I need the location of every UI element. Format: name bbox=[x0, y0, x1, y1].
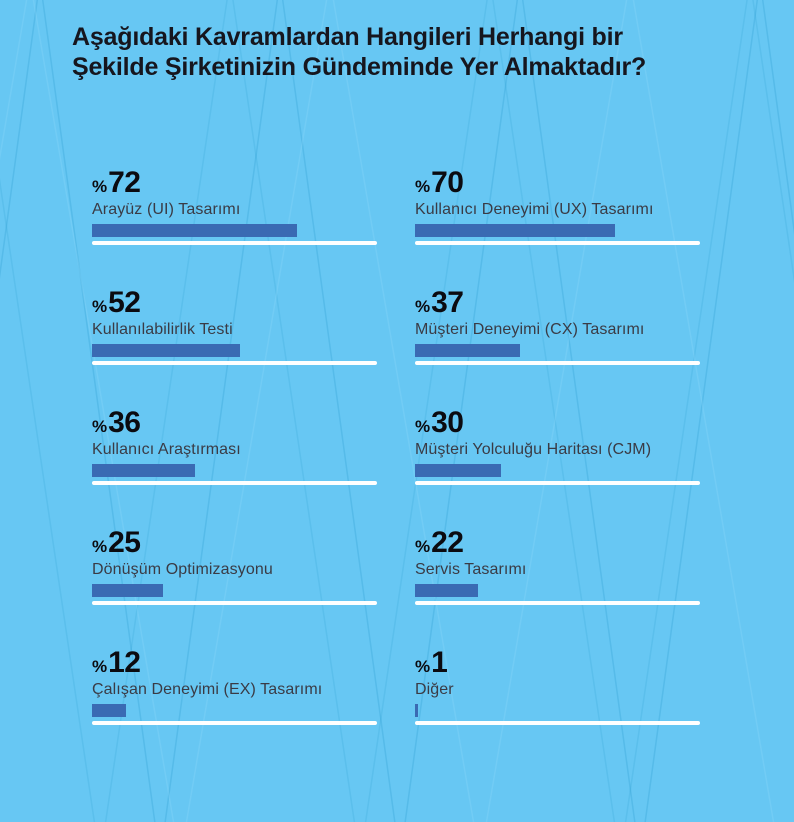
item-bar-track bbox=[92, 601, 377, 605]
item-bar-fill bbox=[415, 344, 520, 357]
item-bar-fill bbox=[92, 704, 126, 717]
item-label: Müşteri Deneyimi (CX) Tasarımı bbox=[415, 321, 645, 338]
percent-value: 37 bbox=[431, 286, 464, 319]
item-bar-fill bbox=[92, 464, 195, 477]
chart-grid bbox=[92, 168, 700, 725]
stat-percent bbox=[415, 528, 700, 558]
percent-sign: % bbox=[92, 417, 108, 436]
stat-item bbox=[92, 408, 377, 485]
item-bar-fill bbox=[92, 344, 240, 357]
item-bar-fill bbox=[92, 224, 297, 237]
item-bar-fill bbox=[415, 584, 478, 597]
stat-item bbox=[92, 648, 377, 725]
item-bar-track bbox=[92, 361, 377, 365]
item-label: Müşteri Yolculuğu Haritası (CJM) bbox=[415, 441, 652, 458]
item-bar-fill bbox=[415, 464, 501, 477]
percent-value: 52 bbox=[108, 286, 141, 319]
item-label: Kullanılabilirlik Testi bbox=[92, 321, 233, 338]
percent-value: 25 bbox=[108, 526, 141, 559]
percent-value: 22 bbox=[431, 526, 464, 559]
percent-sign: % bbox=[92, 537, 108, 556]
stat-item bbox=[415, 648, 700, 725]
stat-item bbox=[415, 408, 700, 485]
percent-sign: % bbox=[92, 657, 108, 676]
stat-percent bbox=[92, 288, 377, 318]
item-bar-fill bbox=[415, 224, 615, 237]
stat-percent bbox=[415, 168, 700, 198]
item-bar-track bbox=[415, 241, 700, 245]
item-bar-fill bbox=[92, 584, 163, 597]
percent-sign: % bbox=[92, 297, 108, 316]
percent-value: 1 bbox=[431, 646, 448, 679]
stat-percent bbox=[415, 408, 700, 438]
item-bar-track bbox=[92, 721, 377, 725]
percent-value: 36 bbox=[108, 406, 141, 439]
percent-value: 12 bbox=[108, 646, 141, 679]
item-bar-track bbox=[92, 241, 377, 245]
percent-sign: % bbox=[415, 417, 431, 436]
stat-percent bbox=[92, 648, 377, 678]
item-bar-track bbox=[92, 481, 377, 485]
item-bar-track bbox=[415, 601, 700, 605]
item-label: Kullanıcı Deneyimi (UX) Tasarımı bbox=[415, 201, 654, 218]
stat-percent bbox=[92, 528, 377, 558]
percent-sign: % bbox=[415, 297, 431, 316]
stat-item bbox=[92, 168, 377, 245]
chart-title-line-1: Aşağıdaki Kavramlardan Hangileri Herhangi bir bbox=[72, 23, 623, 51]
item-bar-track bbox=[415, 361, 700, 365]
chart-title bbox=[72, 22, 712, 82]
item-label: Dönüşüm Optimizasyonu bbox=[92, 561, 273, 578]
stat-percent bbox=[92, 168, 377, 198]
item-label: Arayüz (UI) Tasarımı bbox=[92, 201, 241, 218]
stat-item bbox=[92, 528, 377, 605]
percent-sign: % bbox=[92, 177, 108, 196]
chart-title-line-2: Şekilde Şirketinizin Gündeminde Yer Almaktadır? bbox=[72, 53, 647, 81]
stat-item bbox=[92, 288, 377, 365]
item-bar-fill bbox=[415, 704, 418, 717]
stat-percent bbox=[92, 408, 377, 438]
item-label: Çalışan Deneyimi (EX) Tasarımı bbox=[92, 681, 323, 698]
stat-item bbox=[415, 528, 700, 605]
stat-percent bbox=[415, 288, 700, 318]
percent-value: 72 bbox=[108, 166, 141, 199]
item-bar-track bbox=[415, 481, 700, 485]
item-bar-track bbox=[415, 721, 700, 725]
percent-sign: % bbox=[415, 657, 431, 676]
item-label: Diğer bbox=[415, 681, 454, 698]
stat-percent bbox=[415, 648, 700, 678]
percent-value: 70 bbox=[431, 166, 464, 199]
item-label: Servis Tasarımı bbox=[415, 561, 527, 578]
percent-sign: % bbox=[415, 177, 431, 196]
percent-value: 30 bbox=[431, 406, 464, 439]
item-label: Kullanıcı Araştırması bbox=[92, 441, 241, 458]
stat-item bbox=[415, 288, 700, 365]
stat-item bbox=[415, 168, 700, 245]
percent-sign: % bbox=[415, 537, 431, 556]
